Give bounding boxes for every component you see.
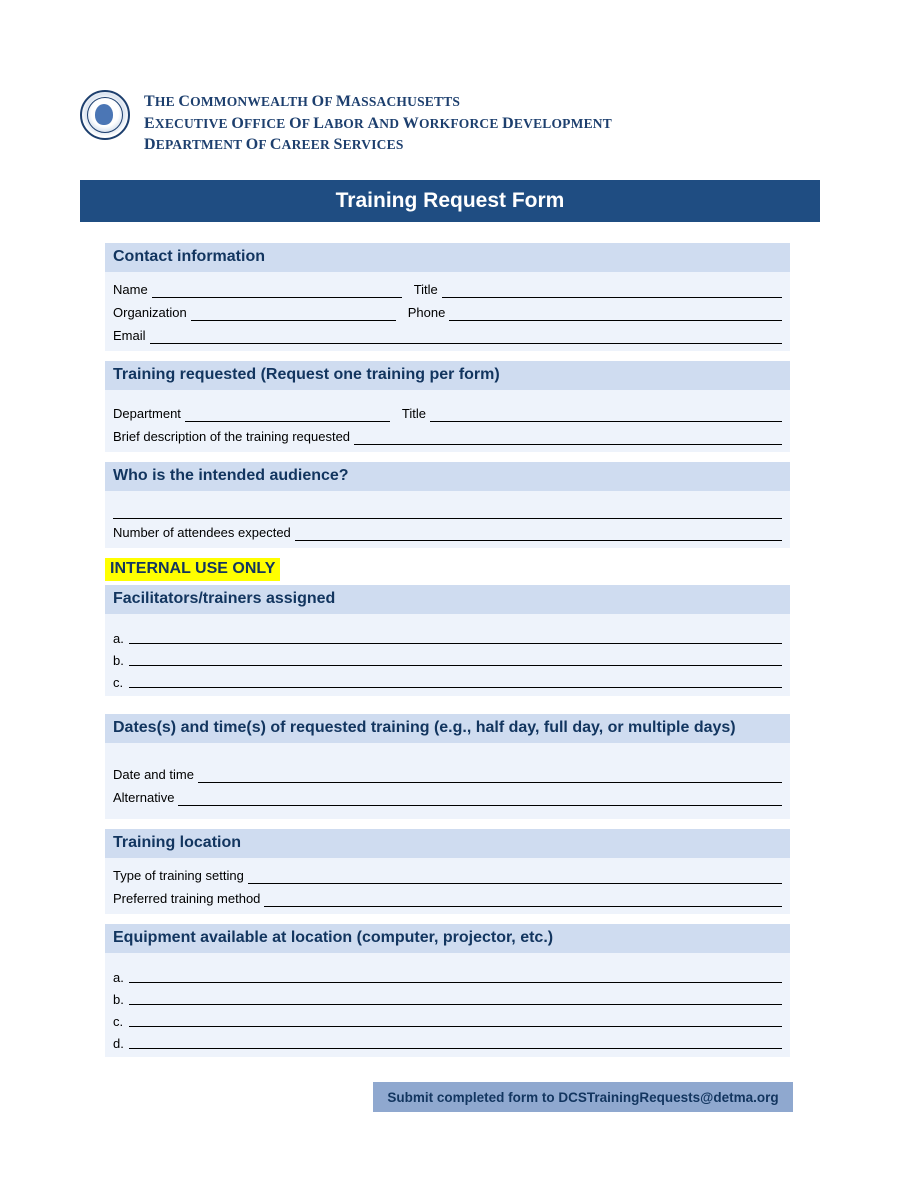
input-email[interactable] (150, 329, 782, 344)
label-phone: Phone (407, 305, 446, 320)
label-name: Name (113, 282, 148, 297)
field-row-attendees (113, 521, 782, 544)
state-seal-icon (80, 90, 130, 140)
list-item (113, 965, 782, 987)
input-equipment-a[interactable] (129, 968, 782, 983)
input-brief-description[interactable] (354, 430, 782, 445)
input-phone[interactable] (449, 306, 782, 321)
field-row-department-title (113, 402, 782, 425)
list-item (113, 1031, 782, 1053)
input-training-method[interactable] (264, 892, 782, 907)
submit-note: Submit completed form to DCSTrainingRequests@detma.org (373, 1082, 793, 1112)
field-row-brief-description (113, 425, 782, 448)
field-row-training-method (113, 887, 782, 910)
label-title: Title (413, 282, 438, 297)
input-department[interactable] (185, 407, 390, 422)
section-header-intended-audience: Who is the intended audience? (105, 462, 790, 491)
letterhead-line-1: THE COMMONWEALTH OF MASSACHUSETTS (144, 93, 461, 110)
internal-use-banner-wrap (105, 558, 790, 582)
letterhead (80, 90, 612, 156)
input-facilitator-c[interactable] (129, 673, 782, 688)
field-row-name-title (113, 278, 782, 301)
list-item (113, 1009, 782, 1031)
input-name[interactable] (152, 283, 402, 298)
section-header-facilitators: Facilitators/trainers assigned (105, 585, 790, 614)
input-facilitator-b[interactable] (129, 651, 782, 666)
internal-use-banner: INTERNAL USE ONLY (105, 558, 280, 581)
input-organization[interactable] (191, 306, 396, 321)
letterhead-line-2: EXECUTIVE OFFICE OF LABOR AND WORKFORCE DEVELOPMENT (144, 114, 612, 132)
list-item (113, 648, 782, 670)
section-dates-times (105, 743, 790, 819)
label-date-and-time: Date and time (113, 767, 194, 782)
section-facilitators (105, 614, 790, 696)
input-alternative[interactable] (178, 791, 782, 806)
input-facilitator-a[interactable] (129, 629, 782, 644)
input-attendees[interactable] (295, 526, 782, 541)
field-row-date-and-time (113, 763, 782, 786)
field-row-alternative (113, 786, 782, 809)
label-training-setting: Type of training setting (113, 868, 244, 883)
list-item (113, 670, 782, 692)
section-header-equipment: Equipment available at location (computer, projector, etc.) (105, 924, 790, 953)
list-item (113, 626, 782, 648)
page-title: Training Request Form (80, 180, 820, 222)
input-training-title[interactable] (430, 407, 782, 422)
label-department: Department (113, 406, 181, 421)
section-header-contact-information: Contact information (105, 243, 790, 272)
form-body (105, 243, 790, 1057)
section-training-requested (105, 390, 790, 452)
label-brief-description: Brief description of the training requested (113, 429, 351, 444)
list-marker: c. (113, 1014, 124, 1029)
label-attendees: Number of attendees expected (113, 525, 291, 540)
input-title[interactable] (442, 283, 782, 298)
input-audience-description[interactable] (113, 501, 782, 519)
letterhead-line-3: DEPARTMENT OF CAREER SERVICES (144, 136, 404, 154)
list-marker: a. (113, 631, 124, 646)
input-equipment-b[interactable] (129, 990, 782, 1005)
field-row-organization-phone (113, 301, 782, 324)
list-marker: d. (113, 1036, 124, 1051)
input-training-setting[interactable] (248, 869, 782, 884)
section-intended-audience (105, 491, 790, 548)
label-training-title: Title (401, 406, 426, 421)
section-header-dates-times: Dates(s) and time(s) of requested training (e.g., half day, full day, or multiple days) (105, 714, 790, 743)
list-marker: b. (113, 653, 124, 668)
label-organization: Organization (113, 305, 187, 320)
list-marker: a. (113, 970, 124, 985)
input-equipment-c[interactable] (129, 1012, 782, 1027)
input-date-and-time[interactable] (198, 768, 782, 783)
section-training-location (105, 858, 790, 914)
field-row-training-setting (113, 864, 782, 887)
label-email: Email (113, 328, 146, 343)
field-row-email (113, 324, 782, 347)
label-training-method: Preferred training method (113, 891, 261, 906)
label-alternative: Alternative (113, 790, 175, 805)
input-equipment-d[interactable] (129, 1034, 782, 1049)
section-header-training-requested: Training requested (Request one training per form) (105, 361, 790, 390)
section-equipment (105, 953, 790, 1057)
list-marker: c. (113, 675, 124, 690)
list-marker: b. (113, 992, 124, 1007)
list-item (113, 987, 782, 1009)
section-contact-information (105, 272, 790, 351)
section-header-training-location: Training location (105, 829, 790, 858)
letterhead-text (144, 90, 612, 156)
